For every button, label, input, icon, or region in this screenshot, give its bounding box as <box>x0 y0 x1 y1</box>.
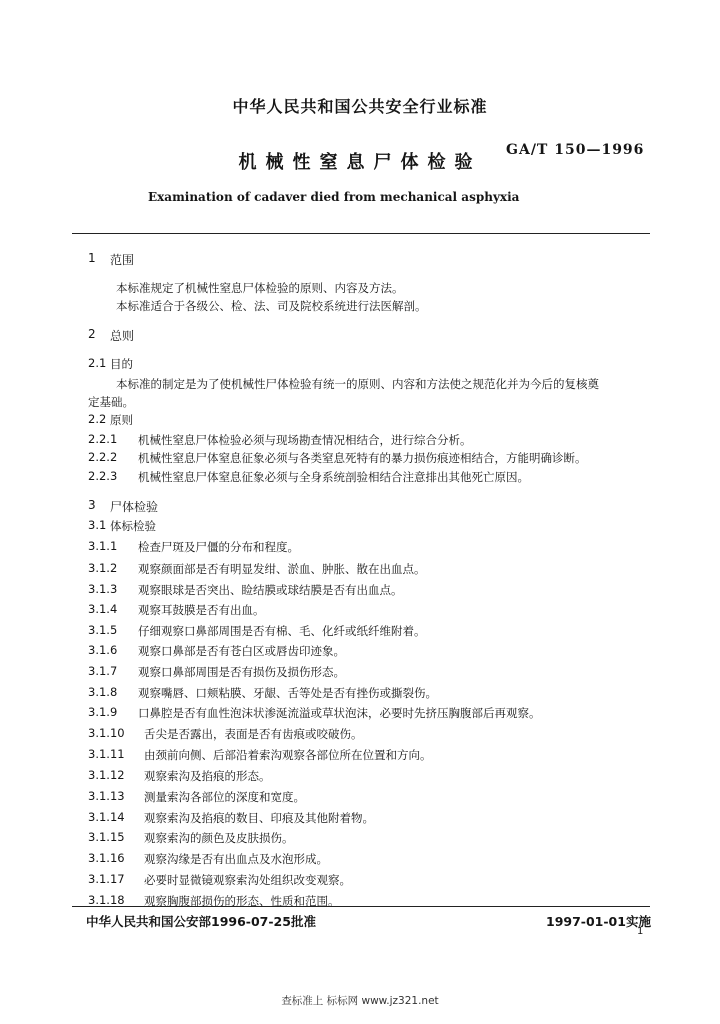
clause-text: 检查尸斑及尸僵的分布和程度。 <box>138 540 299 554</box>
clause-number: 3.1 <box>88 518 107 532</box>
clause-text: 原则 <box>110 413 133 427</box>
clause-number: 3.1.16 <box>88 851 125 865</box>
footer-rule <box>72 906 650 907</box>
clause-number: 3.1.13 <box>88 789 125 803</box>
clause-text: 范围 <box>110 253 135 267</box>
clause-text: 本标准规定了机械性窒息尸体检验的原则、内容及方法。 <box>116 281 404 295</box>
clause-text: 机械性窒息尸体窒息征象必须与全身系统剖验相结合注意排出其他死亡原因。 <box>138 470 529 484</box>
header-rule <box>72 233 650 234</box>
clause-text: 总则 <box>110 329 135 343</box>
clause-number: 3.1.4 <box>88 602 118 616</box>
clause-number: 3.1.15 <box>88 830 125 844</box>
clause-number: 3.1.10 <box>88 726 125 740</box>
clause-text: 定基础。 <box>88 395 134 409</box>
clause-number: 2 <box>88 327 96 341</box>
clause-number: 2.2 <box>88 412 107 426</box>
clause-text: 观察索沟及掐痕的数目、印痕及其他附着物。 <box>144 811 374 825</box>
clause-number: 3.1.7 <box>88 664 118 678</box>
clause-text: 口鼻腔是否有血性泡沫状渗涎流溢或草状泡沫，必要时先挤压胸腹部后再观察。 <box>138 706 541 720</box>
clause-text: 本标准的制定是为了使机械性尸体检验有统一的原则、内容和方法使之规范化并为今后的复核奠 <box>116 377 599 391</box>
clause-number: 2.1 <box>88 356 107 370</box>
watermark-text: 查标准上 标标网 www.jz321.net <box>281 995 439 1007</box>
clause-number: 3.1.8 <box>88 685 118 699</box>
clause-number: 3.1.1 <box>88 539 118 553</box>
clause-number: 3.1.18 <box>88 893 125 907</box>
approval-date: 中华人民共和国公安部1996-07-25批准 <box>86 914 316 929</box>
clause-number: 3.1.17 <box>88 872 125 886</box>
clause-text: 观察口鼻部周围是否有损伤及损伤形态。 <box>138 665 345 679</box>
clause-text: 机械性窒息尸体窒息征象必须与各类窒息死特有的暴力损伤痕迹相结合，方能明确诊断。 <box>138 451 587 465</box>
clause-text: 观察沟缘是否有出血点及水泡形成。 <box>144 852 328 866</box>
document-title: 机械性窒息尸体检验 <box>238 152 482 173</box>
clause-text: 观察胸腹部损伤的形态、性质和范围。 <box>144 894 340 908</box>
clause-number: 2.2.1 <box>88 432 118 446</box>
clause-text: 测量索沟各部位的深度和宽度。 <box>144 790 305 804</box>
clause-number: 3.1.5 <box>88 623 118 637</box>
clause-number: 2.2.3 <box>88 469 118 483</box>
clause-text: 机械性窒息尸体检验必须与现场勘查情况相结合，进行综合分析。 <box>138 433 472 447</box>
effective-date: 1997-01-01实施 <box>546 914 651 929</box>
standard-code: GA/T 150—1996 <box>506 142 645 158</box>
clause-text: 观察索沟的颜色及皮肤损伤。 <box>144 831 294 845</box>
clause-text: 观察耳鼓膜是否有出血。 <box>138 603 265 617</box>
clause-text: 由颈前向侧、后部沿着索沟观察各部位所在位置和方向。 <box>144 748 432 762</box>
clause-text: 仔细观察口鼻部周围是否有棉、毛、化纤或纸纤维附着。 <box>138 624 426 638</box>
clause-text: 尸体检验 <box>110 500 159 514</box>
clause-text: 观察索沟及掐痕的形态。 <box>144 769 271 783</box>
clause-text: 观察颜面部是否有明显发绀、淤血、肿胀、散在出血点。 <box>138 562 426 576</box>
clause-text: 体标检验 <box>110 519 156 533</box>
clause-text: 观察嘴唇、口颊粘膜、牙龈、舌等处是否有挫伤或撕裂伤。 <box>138 686 437 700</box>
issuer-heading: 中华人民共和国公共安全行业标准 <box>232 97 488 116</box>
page-number: 1 <box>637 926 644 937</box>
clause-number: 2.2.2 <box>88 450 118 464</box>
clause-text: 观察眼球是否突出、睑结膜或球结膜是否有出血点。 <box>138 583 403 597</box>
clause-number: 1 <box>88 251 96 265</box>
clause-number: 3.1.6 <box>88 643 118 657</box>
clause-text: 本标准适合于各级公、检、法、司及院校系统进行法医解剖。 <box>116 299 427 313</box>
clause-number: 3.1.14 <box>88 810 125 824</box>
clause-number: 3.1.11 <box>88 747 125 761</box>
english-title: Examination of cadaver died from mechanical asphyxia <box>148 190 520 204</box>
clause-number: 3 <box>88 498 96 512</box>
clause-text: 必要时显微镜观察索沟处组织改变观察。 <box>144 873 351 887</box>
clause-number: 3.1.3 <box>88 582 118 596</box>
clause-text: 目的 <box>110 357 133 371</box>
clause-number: 3.1.2 <box>88 561 118 575</box>
clause-number: 3.1.9 <box>88 705 118 719</box>
clause-text: 观察口鼻部是否有苍白区或唇齿印迹象。 <box>138 644 345 658</box>
clause-text: 舌尖是否露出，表面是否有齿痕或咬破伤。 <box>144 727 363 741</box>
clause-number: 3.1.12 <box>88 768 125 782</box>
